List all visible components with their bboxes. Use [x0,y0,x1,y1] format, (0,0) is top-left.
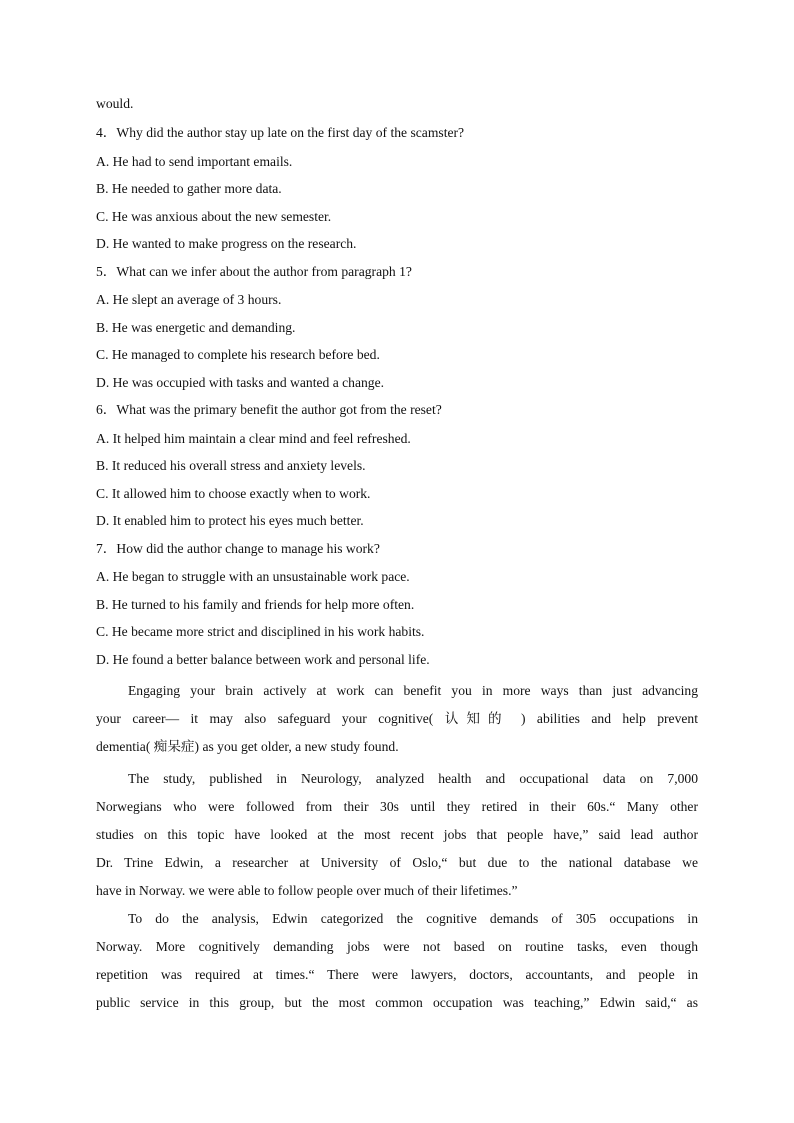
question-7 [96,539,698,670]
question-6 [96,400,698,531]
option-c: C. It allowed him to choose exactly when to work. [96,485,371,501]
option-d: D. He wanted to make progress on the research. [96,236,357,251]
option-d: D. He found a better balance between work and personal life. [96,651,430,667]
reading-passage [96,677,698,1017]
option-d: D. It enabled him to protect his eyes much better. [96,513,364,528]
option-b: B. He was energetic and demanding. [96,319,296,335]
passage-line: your career— it may also safeguard your cognitive( 认知的 ) abilities and help prevent [96,711,698,726]
passage-line: dementia( 痴呆症) as you get older, a new study found. [96,739,399,754]
passage-line: have in Norway. we were able to follow people over much of their lifetimes.” [96,883,518,898]
option-d: D. He was occupied with tasks and wanted a change. [96,374,385,390]
passage-line: Dr. Trine Edwin, a researcher at University of Oslo,“ but due to the national database we [96,855,698,870]
option-b: B. He turned to his family and friends for help more often. [96,596,415,612]
document-page [96,94,698,1017]
passage-line: To do the analysis, Edwin categorized the cognitive demands of 305 occupations in [128,911,698,926]
question-5 [96,262,698,393]
option-c: C. He was anxious about the new semester. [96,208,332,224]
question-stem: 7．How did the author change to manage his work? [96,540,380,556]
continuation-text: would. [96,96,134,111]
passage-line: public service in this group, but the most common occupation was teaching,” Edwin said,“ as [96,995,698,1010]
passage-line: Norway. More cognitively demanding jobs were not based on routine tasks, even though [96,939,698,954]
option-a: A. It helped him maintain a clear mind and feel refreshed. [96,430,411,446]
question-4 [96,123,698,254]
option-b: B. It reduced his overall stress and anxiety levels. [96,458,366,473]
option-c: C. He managed to complete his research before bed. [96,347,380,362]
option-a: A. He slept an average of 3 hours. [96,292,282,307]
question-stem: 6．What was the primary benefit the author got from the reset? [96,402,442,417]
passage-line: studies on this topic have looked at the most recent jobs that people have,” said lead author [96,827,698,842]
passage-paragraph-1 [96,677,698,761]
option-a: A. He had to send important emails. [96,153,293,169]
passage-line: Norwegians who were followed from their 30s until they retired in their 60s.“ Many other [96,799,698,814]
passage-line: The study, published in Neurology, analyzed health and occupational data on 7,000 [128,771,698,786]
passage-line: repetition was required at times.“ There were lawyers, doctors, accountants, and people in [96,967,698,982]
option-b: B. He needed to gather more data. [96,181,282,196]
option-c: C. He became more strict and disciplined in his work habits. [96,624,425,639]
question-stem: 5．What can we infer about the author from paragraph 1? [96,263,412,279]
passage-paragraph-2 [96,765,698,905]
option-a: A. He began to struggle with an unsustainable work pace. [96,569,410,584]
passage-paragraph-3 [96,905,698,1017]
question-stem: 4．Why did the author stay up late on the first day of the scamster? [96,125,465,140]
passage-line: Engaging your brain actively at work can benefit you in more ways than just advancing [128,683,698,698]
